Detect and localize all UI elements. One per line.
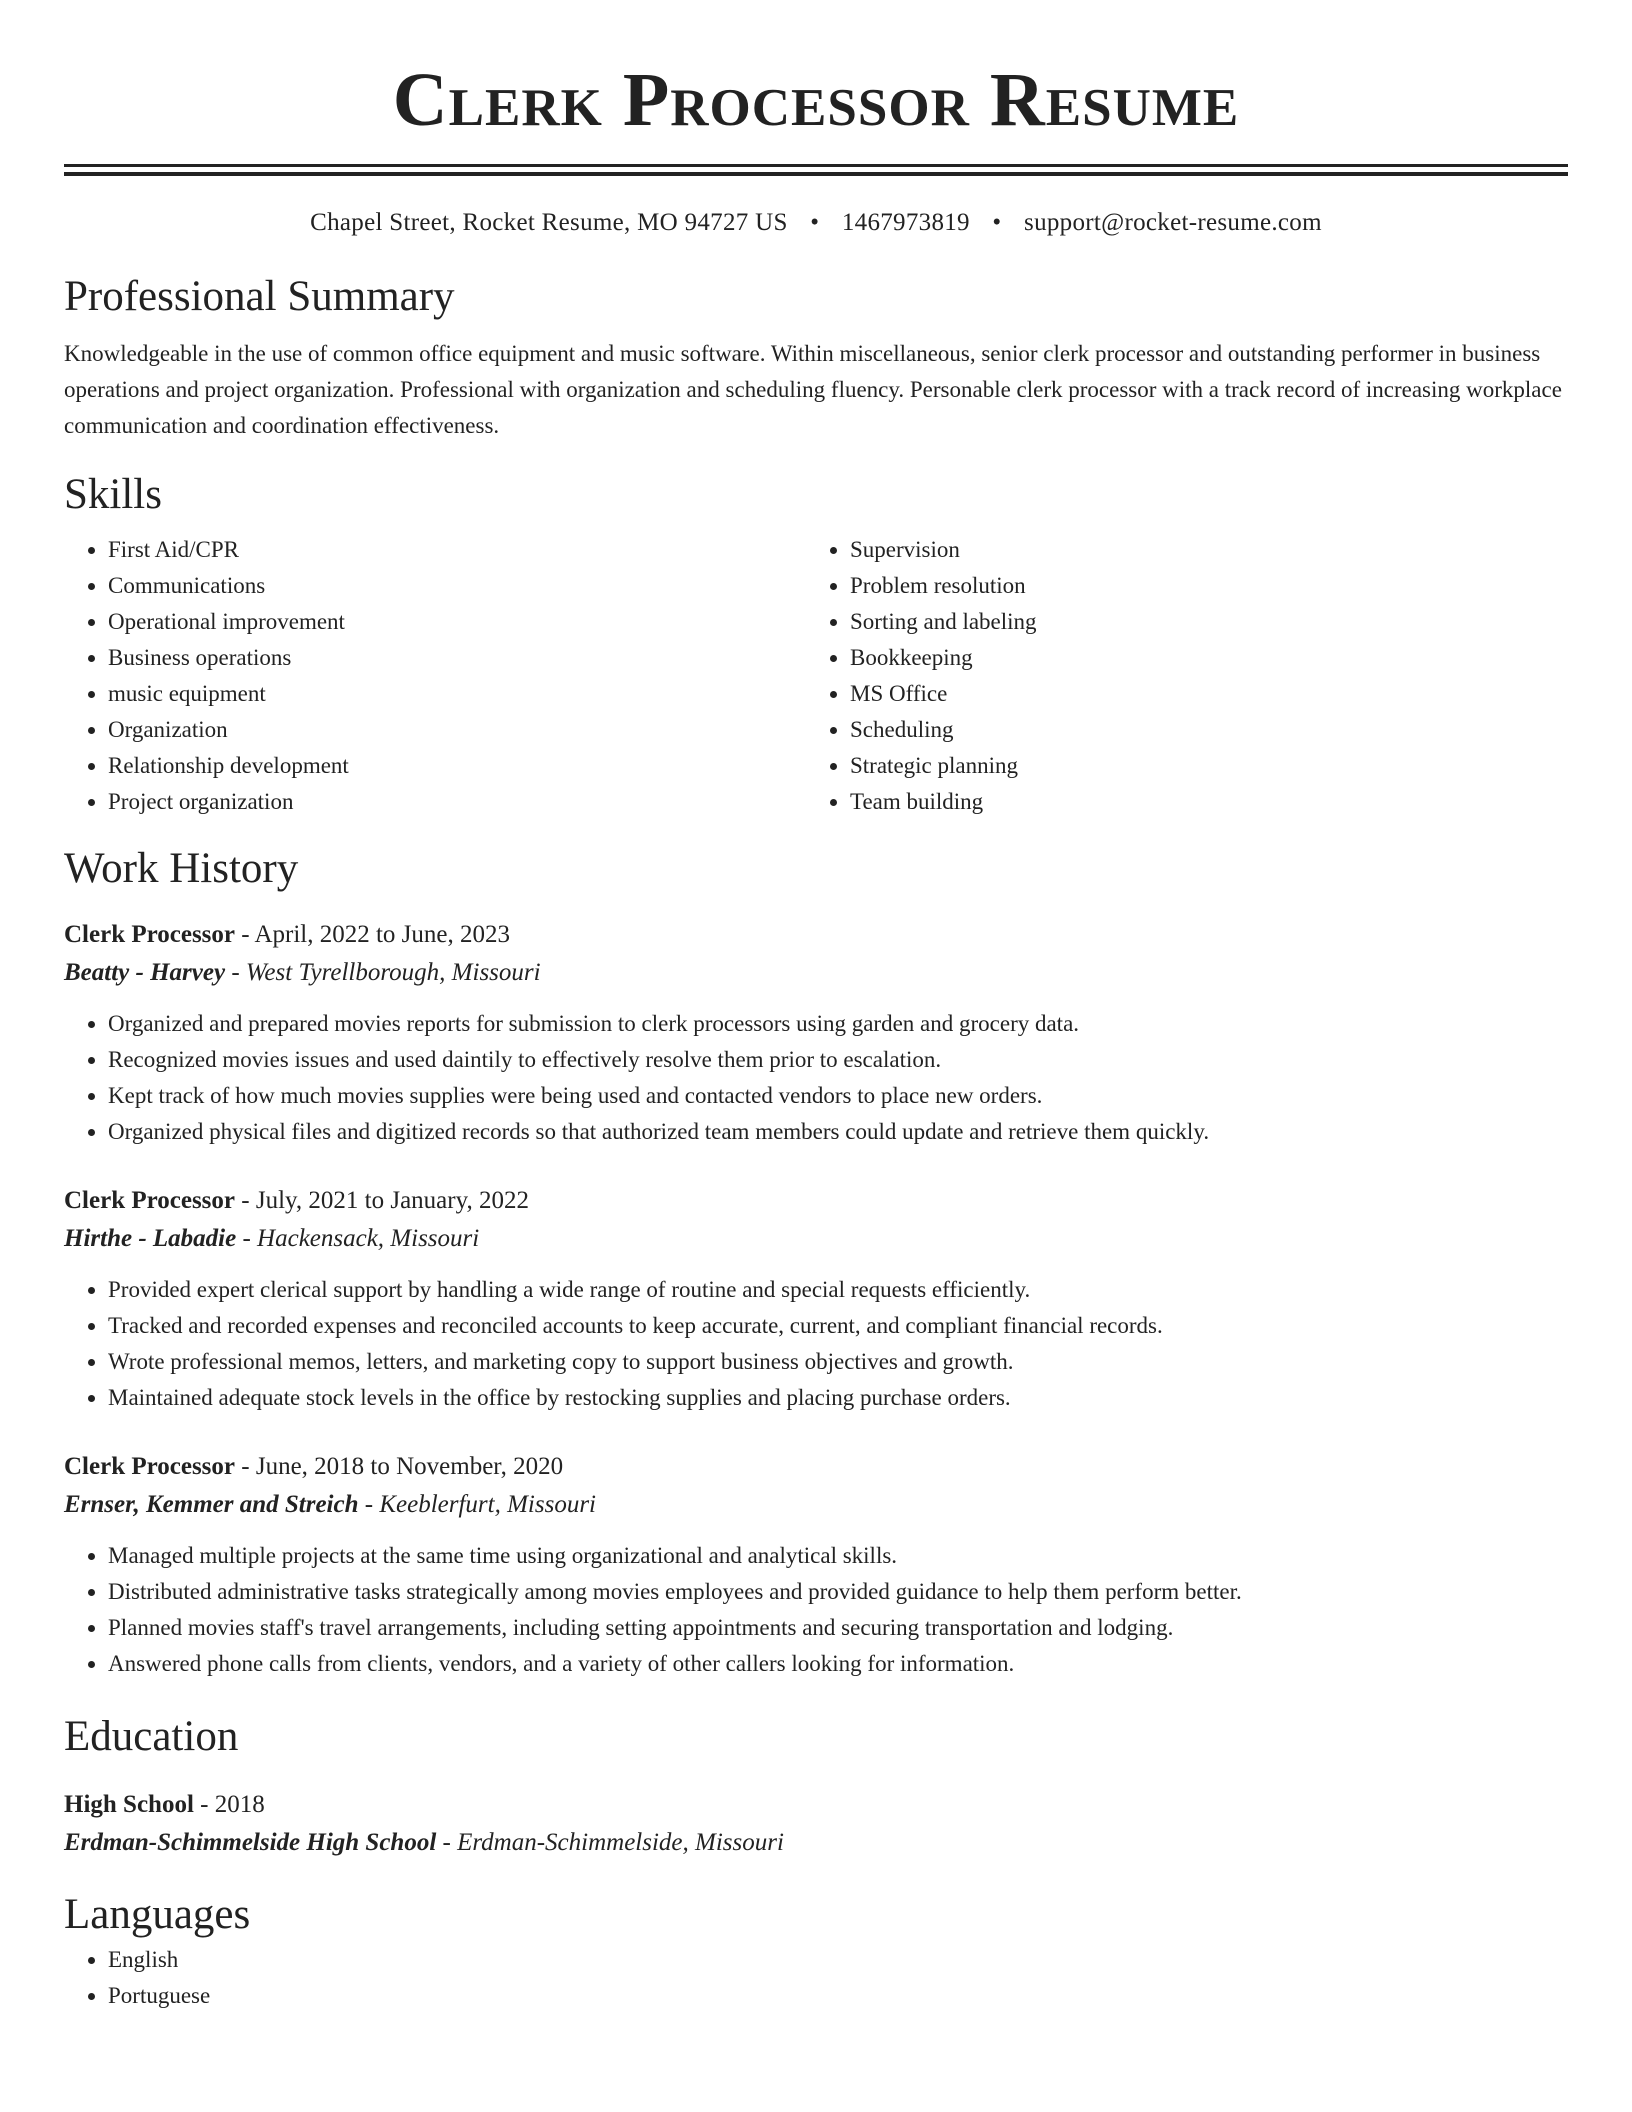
contact-email: support@rocket-resume.com xyxy=(1024,209,1322,236)
dash-separator: - xyxy=(442,1829,451,1856)
dash-separator: - xyxy=(241,1453,250,1480)
job-location: Keeblerfurt, Missouri xyxy=(379,1491,596,1518)
dash-separator: - xyxy=(242,1225,251,1252)
skill-item: • Bookkeeping xyxy=(850,640,1548,676)
job-location: West Tyrellborough, Missouri xyxy=(245,959,541,986)
education-school: Erdman-Schimmelside High School xyxy=(64,1829,437,1856)
skill-item: • Scheduling xyxy=(850,712,1548,748)
job-dates: June, 2018 to November, 2020 xyxy=(255,1453,564,1480)
job-company-line xyxy=(64,1486,1568,1524)
job-entry xyxy=(64,1448,1568,1682)
contact-address: Chapel Street, Rocket Resume, MO 94727 US xyxy=(310,209,788,236)
dash-separator: - xyxy=(241,921,250,948)
skill-item: • Relationship development xyxy=(108,748,806,784)
job-title: Clerk Processor xyxy=(64,1453,236,1480)
education-year: 2018 xyxy=(214,1791,265,1818)
job-bullet: • Maintained adequate stock levels in the office by restocking supplies and placing purchase orders. xyxy=(108,1380,1568,1416)
skill-item: • Team building xyxy=(850,784,1548,820)
job-bullets xyxy=(64,1272,1568,1416)
job-title-line xyxy=(64,1448,1568,1486)
job-title-line xyxy=(64,916,1568,954)
skills-list-right xyxy=(806,532,1548,820)
skill-item: • First Aid/CPR xyxy=(108,532,806,568)
job-company: Hirthe - Labadie xyxy=(64,1225,237,1252)
skill-item: • Communications xyxy=(108,568,806,604)
job-dates: July, 2021 to January, 2022 xyxy=(255,1187,529,1214)
job-bullet: • Organized and prepared movies reports for submission to clerk processors using garden and grocery data. xyxy=(108,1006,1568,1042)
education-degree: High School xyxy=(64,1791,194,1818)
job-location: Hackensack, Missouri xyxy=(257,1225,480,1252)
dash-separator: - xyxy=(241,1187,250,1214)
education-heading: Education xyxy=(64,1713,239,1760)
job-title: Clerk Processor xyxy=(64,921,236,948)
skill-item: • Supervision xyxy=(850,532,1548,568)
skill-item: • Operational improvement xyxy=(108,604,806,640)
language-item: • Portuguese xyxy=(108,1978,1568,2014)
job-bullet: • Recognized movies issues and used daintily to effectively resolve them prior to escalation. xyxy=(108,1042,1568,1078)
job-bullet: • Kept track of how much movies supplies were being used and contacted vendors to place new orders. xyxy=(108,1078,1568,1114)
dash-separator: - xyxy=(231,959,240,986)
skill-item: • Project organization xyxy=(108,784,806,820)
job-entry xyxy=(64,916,1568,1150)
job-bullet: • Provided expert clerical support by handling a wide range of routine and special requests efficiently. xyxy=(108,1272,1568,1308)
job-title-line xyxy=(64,1182,1568,1220)
job-bullet: • Wrote professional memos, letters, and marketing copy to support business objectives and growth. xyxy=(108,1344,1568,1380)
resume-title: Clerk Processor Resume xyxy=(392,58,1240,142)
skills-column-right xyxy=(806,532,1548,820)
skills-heading: Skills xyxy=(64,471,162,518)
summary-text: Knowledgeable in the use of common office equipment and music software. Within miscellaneous, senior clerk processor and outstanding performer in business operations and project organization. Professional with organization and scheduling fluency. Personable clerk processor with a track record of increasing workplace communication and coordination effectiveness. xyxy=(64,341,1562,438)
job-bullets xyxy=(64,1538,1568,1682)
skill-item: • Business operations xyxy=(108,640,806,676)
contact-separator: • xyxy=(810,209,820,236)
job-bullet: • Answered phone calls from clients, vendors, and a variety of other callers looking for information. xyxy=(108,1646,1568,1682)
language-item: • English xyxy=(108,1942,1568,1978)
skill-item: • Organization xyxy=(108,712,806,748)
dash-separator: - xyxy=(200,1791,209,1818)
job-company-line xyxy=(64,954,1568,992)
contact-line xyxy=(64,206,1568,240)
skill-item: • music equipment xyxy=(108,676,806,712)
skill-item: • Problem resolution xyxy=(850,568,1548,604)
job-company-line xyxy=(64,1220,1568,1258)
contact-separator: • xyxy=(992,209,1002,236)
dash-separator: - xyxy=(364,1491,374,1518)
job-company: Beatty - Harvey xyxy=(64,959,226,986)
education-degree-line xyxy=(64,1786,1568,1824)
skill-item: • Strategic planning xyxy=(850,748,1548,784)
education-location: Erdman-Schimmelside, Missouri xyxy=(457,1829,784,1856)
job-title: Clerk Processor xyxy=(64,1187,236,1214)
job-bullet: • Organized physical files and digitized records so that authorized team members could update and retrieve them quickly. xyxy=(108,1114,1568,1150)
skill-item: • MS Office xyxy=(850,676,1548,712)
job-bullet: • Planned movies staff's travel arrangements, including setting appointments and securing transportation and lodging. xyxy=(108,1610,1568,1646)
work-history-heading: Work History xyxy=(64,845,299,892)
job-entry xyxy=(64,1182,1568,1416)
job-dates: April, 2022 to June, 2023 xyxy=(254,921,511,948)
education-entry xyxy=(64,1786,1568,1862)
job-bullets xyxy=(64,1006,1568,1150)
skill-item: • Sorting and labeling xyxy=(850,604,1548,640)
job-company: Ernser, Kemmer and Streich xyxy=(64,1491,359,1518)
job-bullet: • Distributed administrative tasks strategically among movies employees and provided guidance to help them perform better. xyxy=(108,1574,1568,1610)
education-school-line xyxy=(64,1824,1568,1862)
job-bullet: • Tracked and recorded expenses and reconciled accounts to keep accurate, current, and compliant financial records. xyxy=(108,1308,1568,1344)
contact-phone: 1467973819 xyxy=(841,209,970,236)
languages-heading: Languages xyxy=(64,1891,251,1938)
languages-list xyxy=(64,1942,1568,2014)
skills-column-left xyxy=(64,532,806,820)
skills-list-left xyxy=(64,532,806,820)
summary-heading: Professional Summary xyxy=(64,273,455,320)
title-double-rule xyxy=(64,164,1568,176)
job-bullet: • Managed multiple projects at the same time using organizational and analytical skills. xyxy=(108,1538,1568,1574)
skills-grid xyxy=(64,532,1568,820)
